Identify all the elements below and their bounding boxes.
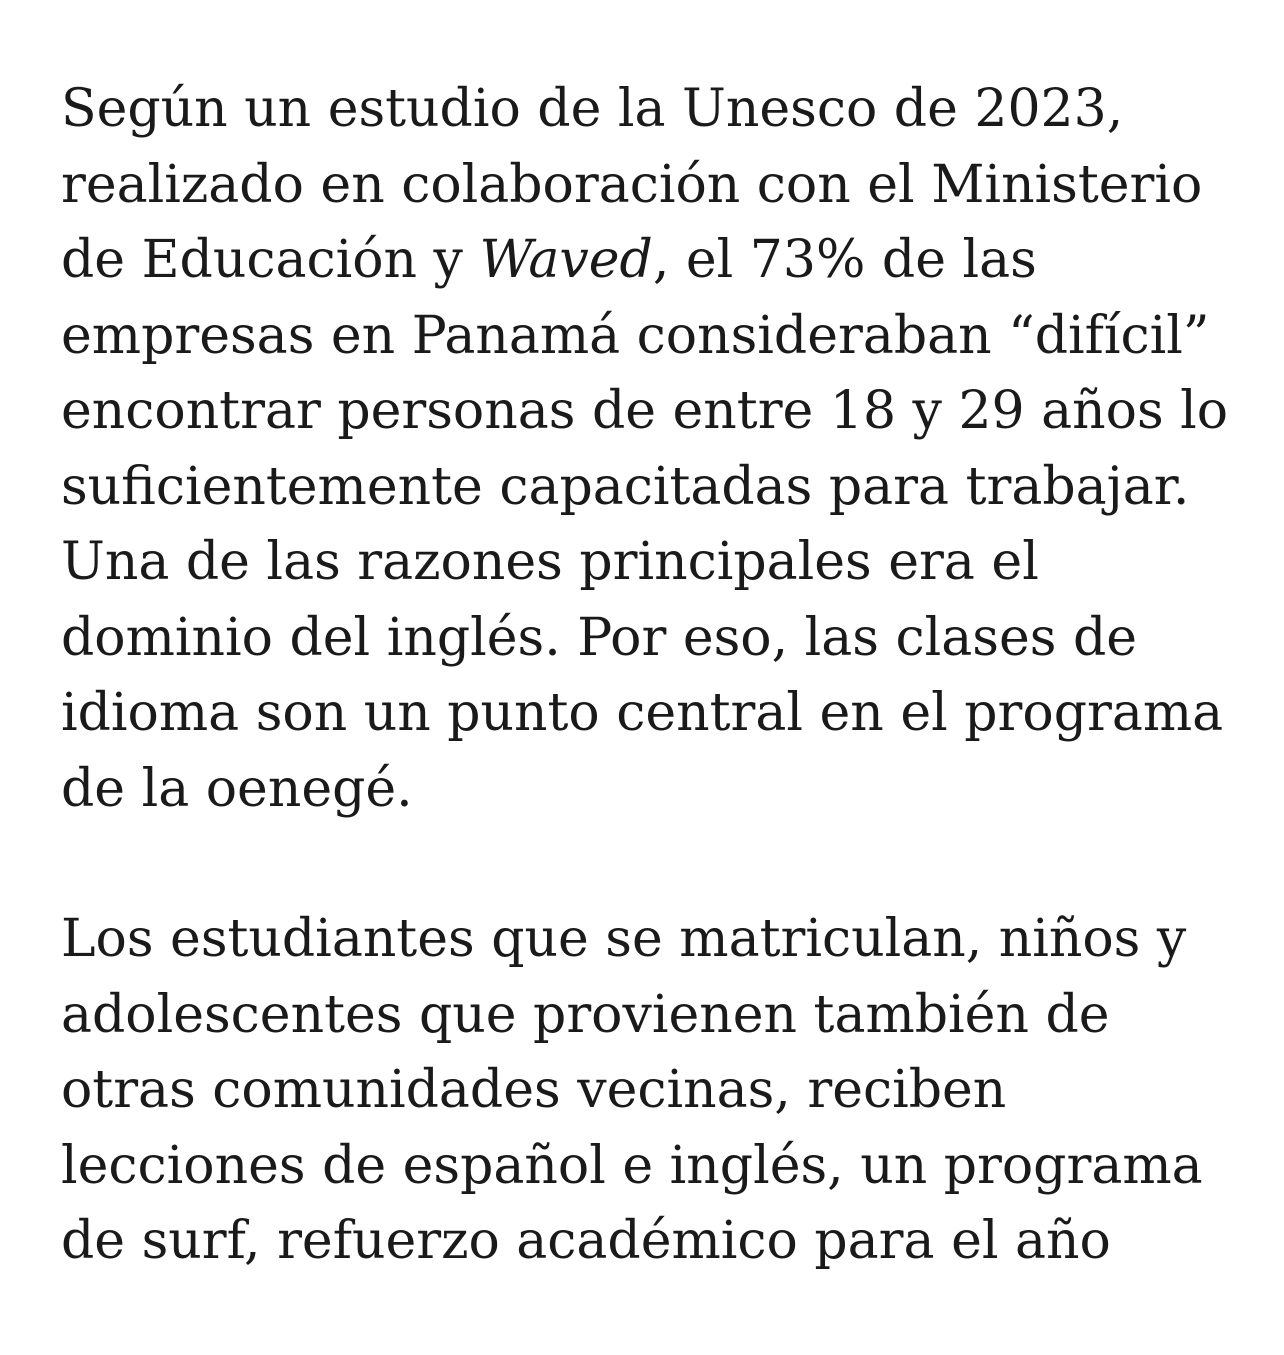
text-line: realizado en colaboración con el Ministerio — [61, 154, 1203, 215]
text-segment: , el 73% de las — [652, 230, 1037, 290]
text-line: Una de las razones principales era el — [61, 532, 1039, 592]
text-line: Los estudiantes que se matriculan, niños y — [61, 909, 1187, 969]
text-line: empresas en Panamá consideraban “difícil” — [61, 305, 1210, 366]
text-line: dominio del inglés. Por eso, las clases de — [61, 607, 1138, 668]
text-line: de la oenegé. — [61, 758, 413, 819]
article-paragraph-1 — [61, 72, 1231, 827]
text-segment: de Educación y — [61, 230, 480, 290]
text-line: suficientemente capacitadas para trabajar. — [61, 456, 1190, 517]
text-line: otras comunidades vecinas, reciben — [61, 1060, 1007, 1120]
text-line: Según un estudio de la Unesco de 2023, — [61, 79, 1124, 139]
text-line: lecciones de español e inglés, un programa — [61, 1135, 1203, 1196]
text-line: idioma son un punto central en el programa — [61, 683, 1224, 743]
article-paragraph-2 — [61, 902, 1231, 1280]
article-body — [61, 72, 1231, 1355]
text-line: encontrar personas de entre 18 y 29 años lo — [61, 381, 1229, 441]
italic-name-waved: Waved — [479, 230, 653, 290]
text-line: adolescentes que provienen también de — [61, 984, 1110, 1045]
text-line — [61, 223, 1231, 299]
text-line: de surf, refuerzo académico para el año — [61, 1211, 1111, 1271]
